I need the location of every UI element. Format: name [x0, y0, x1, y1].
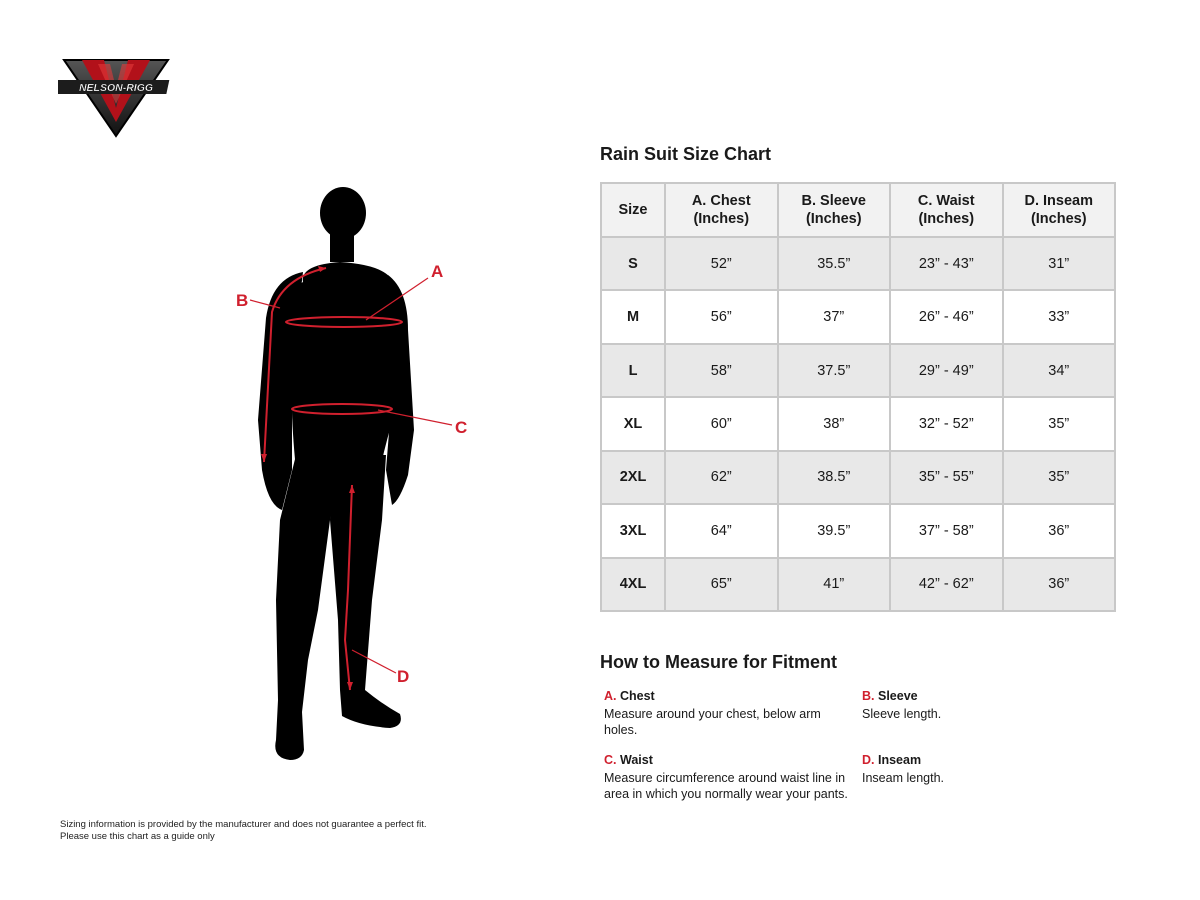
- measurement-cell: 62”: [665, 451, 778, 504]
- measure-chest: [604, 688, 854, 738]
- measurement-cell: 36”: [1003, 558, 1116, 611]
- measurement-cell: 36”: [1003, 504, 1116, 557]
- measure-waist: [604, 752, 849, 802]
- measurement-cell: 31”: [1003, 237, 1116, 290]
- column-header-unit: (Inches): [693, 211, 750, 227]
- logo-text: NELSON-RIGG: [78, 82, 154, 94]
- table-row: [601, 237, 1115, 290]
- size-chart-title: Rain Suit Size Chart: [600, 144, 772, 164]
- table-row: [601, 397, 1115, 450]
- measurement-cell: 35.5”: [778, 237, 891, 290]
- table-row: [601, 451, 1115, 504]
- column-header-unit: (Inches): [1030, 211, 1087, 227]
- disclaimer-line-2: Please use this chart as a guide only: [60, 831, 215, 842]
- nelson-rigg-logo: [58, 58, 174, 138]
- size-cell: 3XL: [601, 504, 665, 557]
- measure-sleeve: [862, 688, 1112, 722]
- measurement-cell: 65”: [665, 558, 778, 611]
- measurement-cell: 35” - 55”: [890, 451, 1003, 504]
- measurement-cell: 42” - 62”: [890, 558, 1003, 611]
- table-row: [601, 290, 1115, 343]
- measure-name: Inseam: [877, 753, 922, 767]
- measure-description: Sleeve length.: [862, 707, 942, 721]
- measurement-cell: 58”: [665, 344, 778, 397]
- measure-letter: D.: [862, 753, 875, 767]
- column-header-title: D. Inseam: [1024, 193, 1093, 209]
- measurement-cell: 32” - 52”: [890, 397, 1003, 450]
- measurement-cell: 38”: [778, 397, 891, 450]
- column-header-unit: (Inches): [805, 211, 862, 227]
- measurement-cell: 37” - 58”: [890, 504, 1003, 557]
- measurement-cell: 35”: [1003, 451, 1116, 504]
- callout-c: C: [455, 418, 468, 437]
- measure-description: Measure circumference around waist line in area in which you normally wear your pants.: [604, 771, 848, 801]
- size-chart-table: [600, 182, 1116, 612]
- measurement-cell: 37”: [778, 290, 891, 343]
- measure-name: Sleeve: [877, 689, 918, 703]
- measure-description: Measure around your chest, below arm holes.: [604, 707, 821, 737]
- measurement-cell: 34”: [1003, 344, 1116, 397]
- column-header: [1003, 183, 1116, 237]
- size-cell: L: [601, 344, 665, 397]
- measurement-cell: 33”: [1003, 290, 1116, 343]
- callout-d: D: [397, 667, 410, 686]
- measurement-cell: 41”: [778, 558, 891, 611]
- size-cell: XL: [601, 397, 665, 450]
- column-header-unit: (Inches): [918, 211, 975, 227]
- column-header: [890, 183, 1003, 237]
- size-cell: 4XL: [601, 558, 665, 611]
- column-header-title: C. Waist: [917, 193, 975, 209]
- body-silhouette: [258, 187, 414, 760]
- measure-inseam: [862, 752, 1112, 786]
- measurement-cell: 29” - 49”: [890, 344, 1003, 397]
- table-row: [601, 504, 1115, 557]
- measurement-cell: 60”: [665, 397, 778, 450]
- table-row: [601, 558, 1115, 611]
- column-header-title: B. Sleeve: [801, 193, 866, 209]
- measure-name: Chest: [619, 689, 655, 703]
- column-header-title: A. Chest: [691, 193, 751, 209]
- measurement-cell: 52”: [665, 237, 778, 290]
- disclaimer: [60, 819, 427, 843]
- column-header: [665, 183, 778, 237]
- measurement-cell: 64”: [665, 504, 778, 557]
- measure-letter: A.: [604, 689, 617, 703]
- column-header: [601, 183, 665, 237]
- measure-description: Inseam length.: [862, 771, 944, 785]
- measure-letter: B.: [862, 689, 875, 703]
- callout-b: B: [236, 291, 249, 310]
- measure-name: Waist: [619, 753, 653, 767]
- disclaimer-line-1: Sizing information is provided by the manufacturer and does not guarantee a perfect fit.: [60, 819, 427, 830]
- size-cell: S: [601, 237, 665, 290]
- measurement-cell: 38.5”: [778, 451, 891, 504]
- column-header: [778, 183, 891, 237]
- measurement-cell: 56”: [665, 290, 778, 343]
- table-row: [601, 344, 1115, 397]
- how-to-measure-title: How to Measure for Fitment: [600, 652, 838, 672]
- table-body: [601, 237, 1115, 611]
- measurement-cell: 39.5”: [778, 504, 891, 557]
- size-cell: M: [601, 290, 665, 343]
- measurement-cell: 26” - 46”: [890, 290, 1003, 343]
- measure-letter: C.: [604, 753, 617, 767]
- measurement-cell: 35”: [1003, 397, 1116, 450]
- measurement-cell: 37.5”: [778, 344, 891, 397]
- size-cell: 2XL: [601, 451, 665, 504]
- column-header-title: Size: [618, 202, 648, 218]
- measurement-cell: 23” - 43”: [890, 237, 1003, 290]
- callout-a: A: [431, 262, 444, 281]
- table-header-row: [601, 183, 1115, 237]
